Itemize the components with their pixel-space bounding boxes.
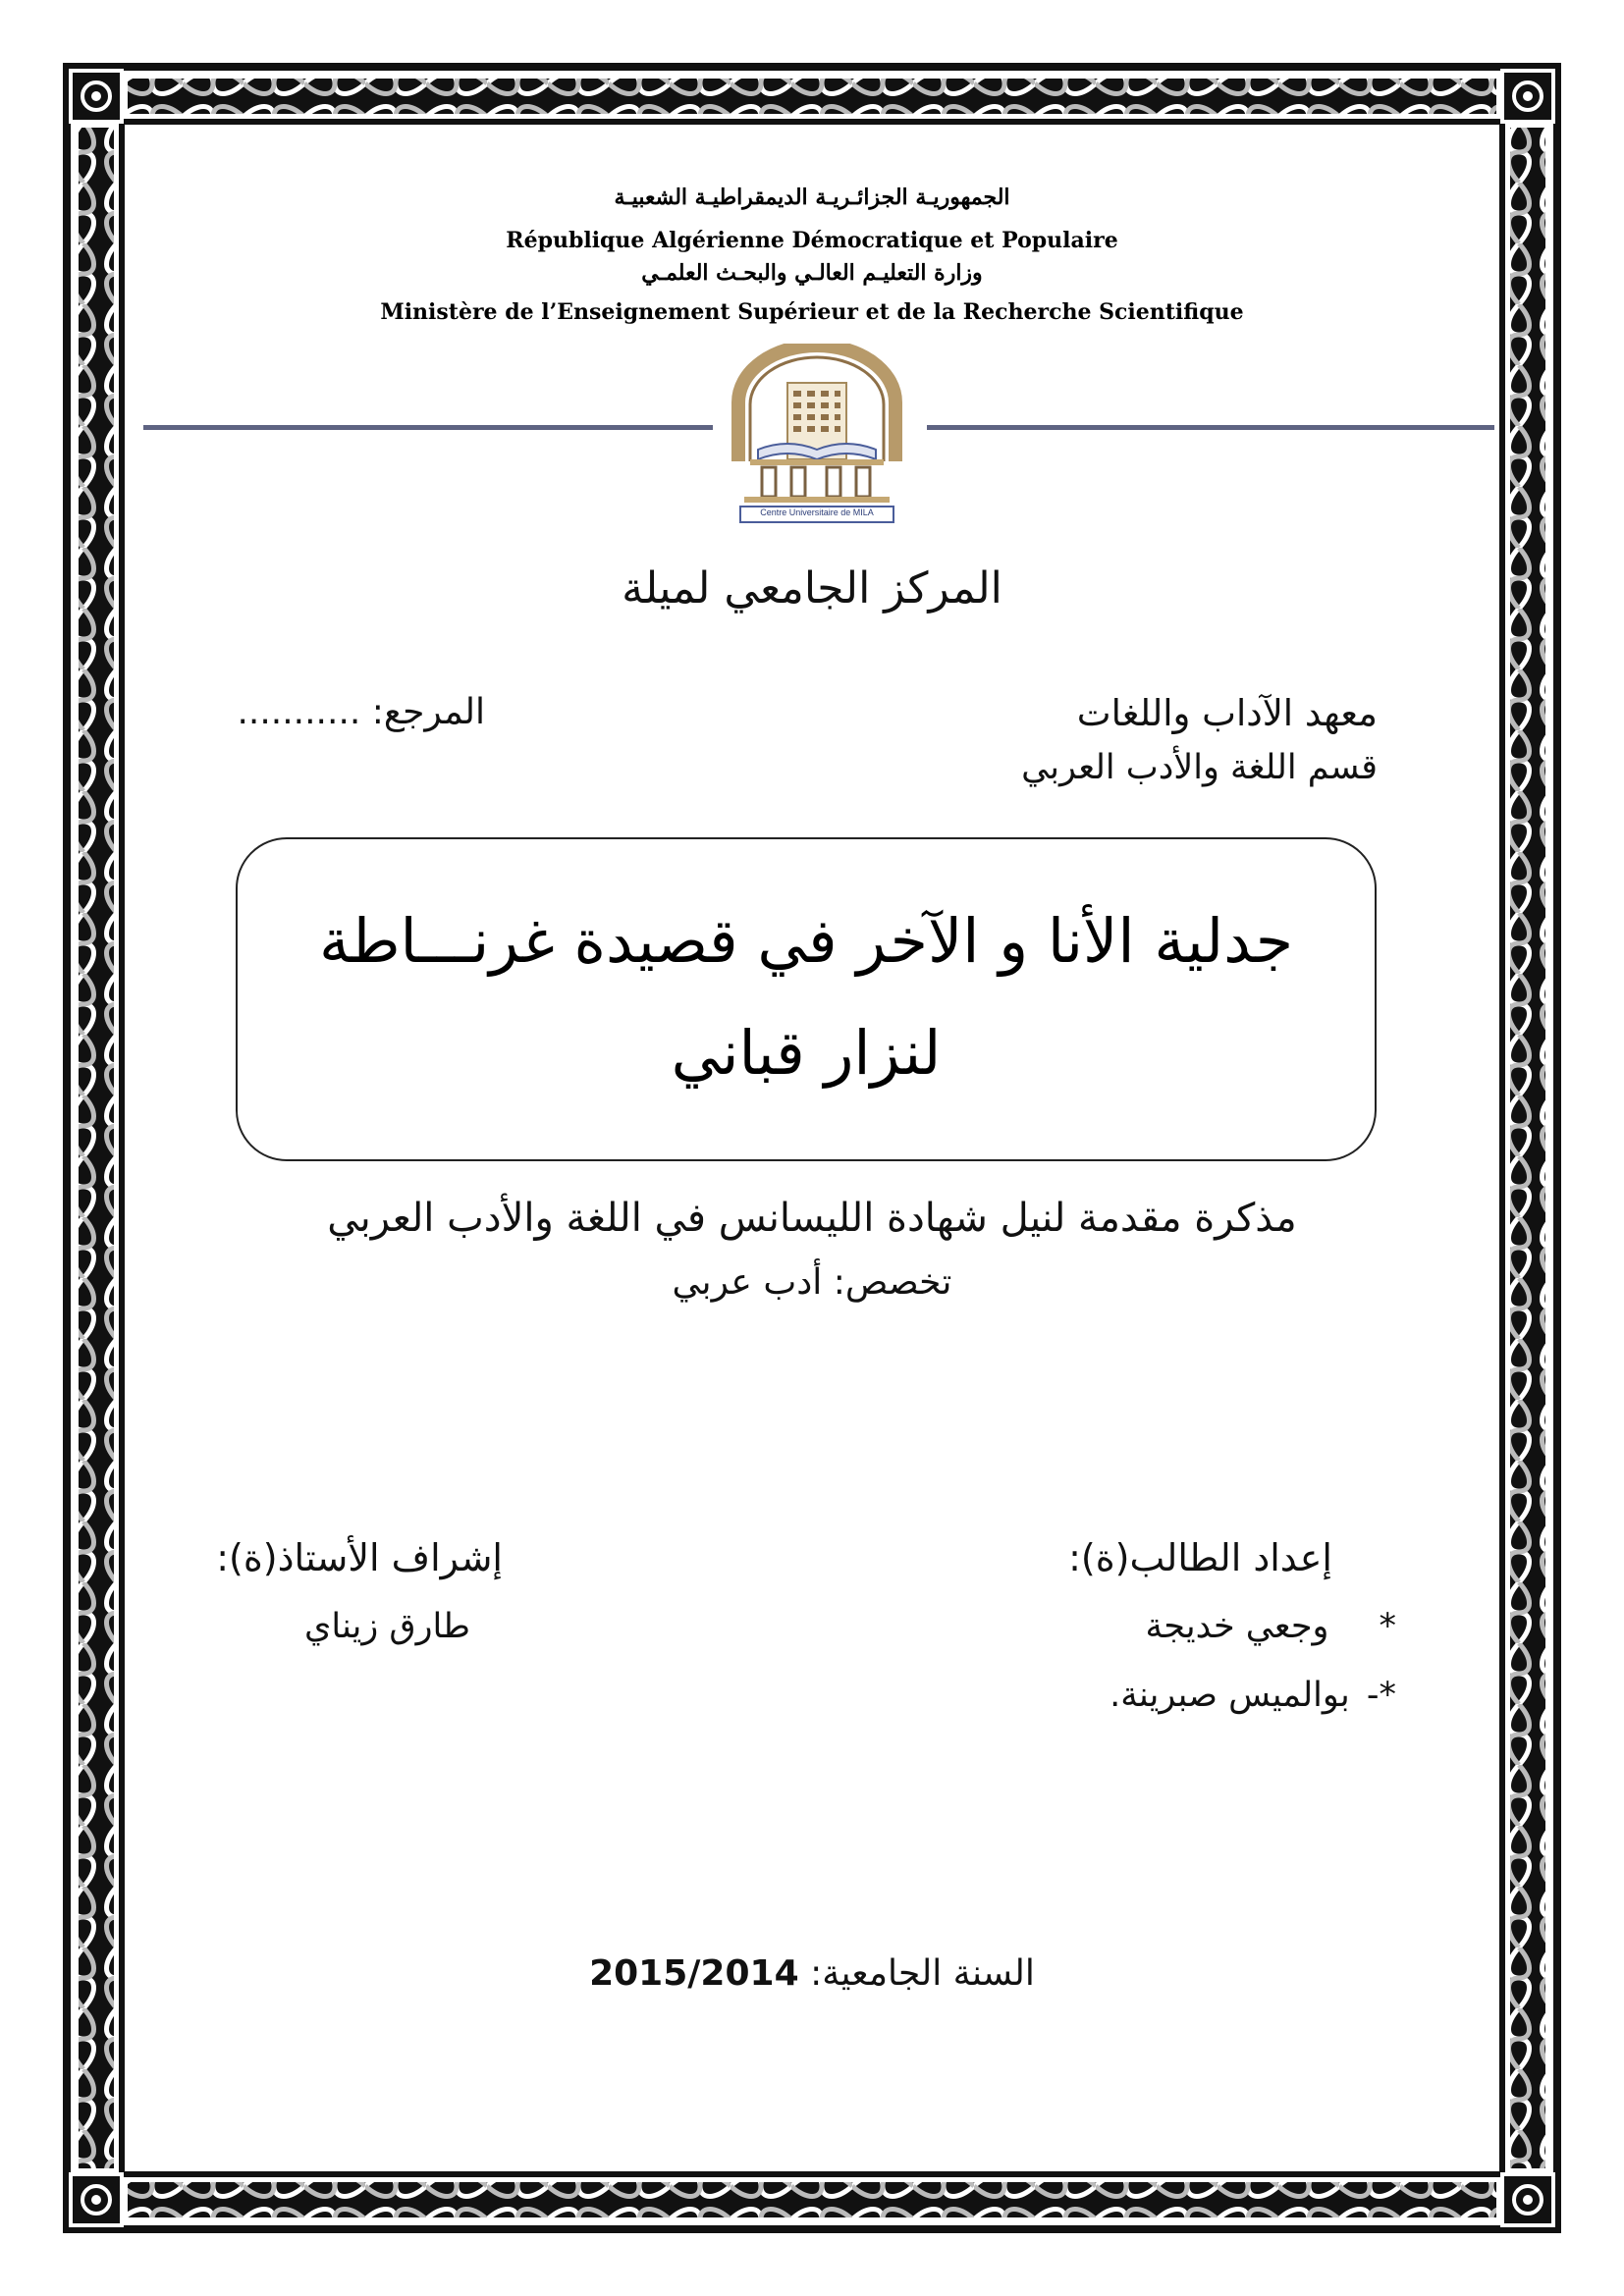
thesis-title-line-2: لنزار قباني (671, 1017, 942, 1089)
supervisor-name: طارق زيناي (304, 1607, 470, 1646)
student-1-name: وجعي خديجة (1145, 1607, 1329, 1646)
institute-name: معهد الآداب واللغات (1076, 692, 1378, 734)
reference-value: ........... (237, 692, 361, 732)
thesis-specialty: تخصص: أدب عربي (672, 1262, 952, 1303)
supervisor-label: إشراف الأستاذ(ة): (216, 1536, 503, 1579)
university-building-icon (729, 344, 905, 525)
academic-year-label: السنة الجامعية: (810, 1953, 1035, 1994)
department-name: قسم اللغة والأدب العربي (1021, 748, 1378, 787)
reference-label: المرجع: (371, 692, 485, 732)
students-label: إعداد الطالب(ة): (1068, 1536, 1332, 1579)
ministry-french: Ministère de l’Enseignement Supérieur et de la Recherche Scientifique (380, 299, 1244, 325)
academic-year-value: 2015/2014 (589, 1953, 799, 1994)
thesis-title-line-1: جدلية الأنا و الآخر في قصيدة غرنـــاطة (318, 905, 1294, 977)
student-1 (1146, 1607, 1396, 1646)
republic-french: République Algérienne Démocratique et Populaire (506, 228, 1118, 253)
student-2-name: بوالميس صبرينة. (1110, 1676, 1350, 1715)
university-logo (729, 344, 905, 525)
center-name: المركز الجامعي لميلة (622, 563, 1002, 614)
ministry-arabic: وزارة التعليـم العالـي والبحـث العلمـي (641, 260, 983, 286)
thesis-title-box (236, 837, 1377, 1161)
student-2 (1110, 1676, 1396, 1715)
header-rule-right (927, 425, 1494, 430)
header-rule-left (143, 425, 713, 430)
thesis-purpose: مذكرة مقدمة لنيل شهادة الليسانس في اللغة والأدب العربي (327, 1196, 1297, 1241)
reference-field (237, 692, 485, 732)
republic-arabic: الجمهوريـة الجزائـريـة الديمقراطيـة الشعبيـة (614, 185, 1010, 210)
student-1-bullet: * (1379, 1607, 1396, 1646)
logo-caption: Centre Universitaire de MILA (760, 507, 874, 517)
student-2-bullet: *- (1366, 1676, 1396, 1715)
academic-year (0, 1953, 1624, 1994)
